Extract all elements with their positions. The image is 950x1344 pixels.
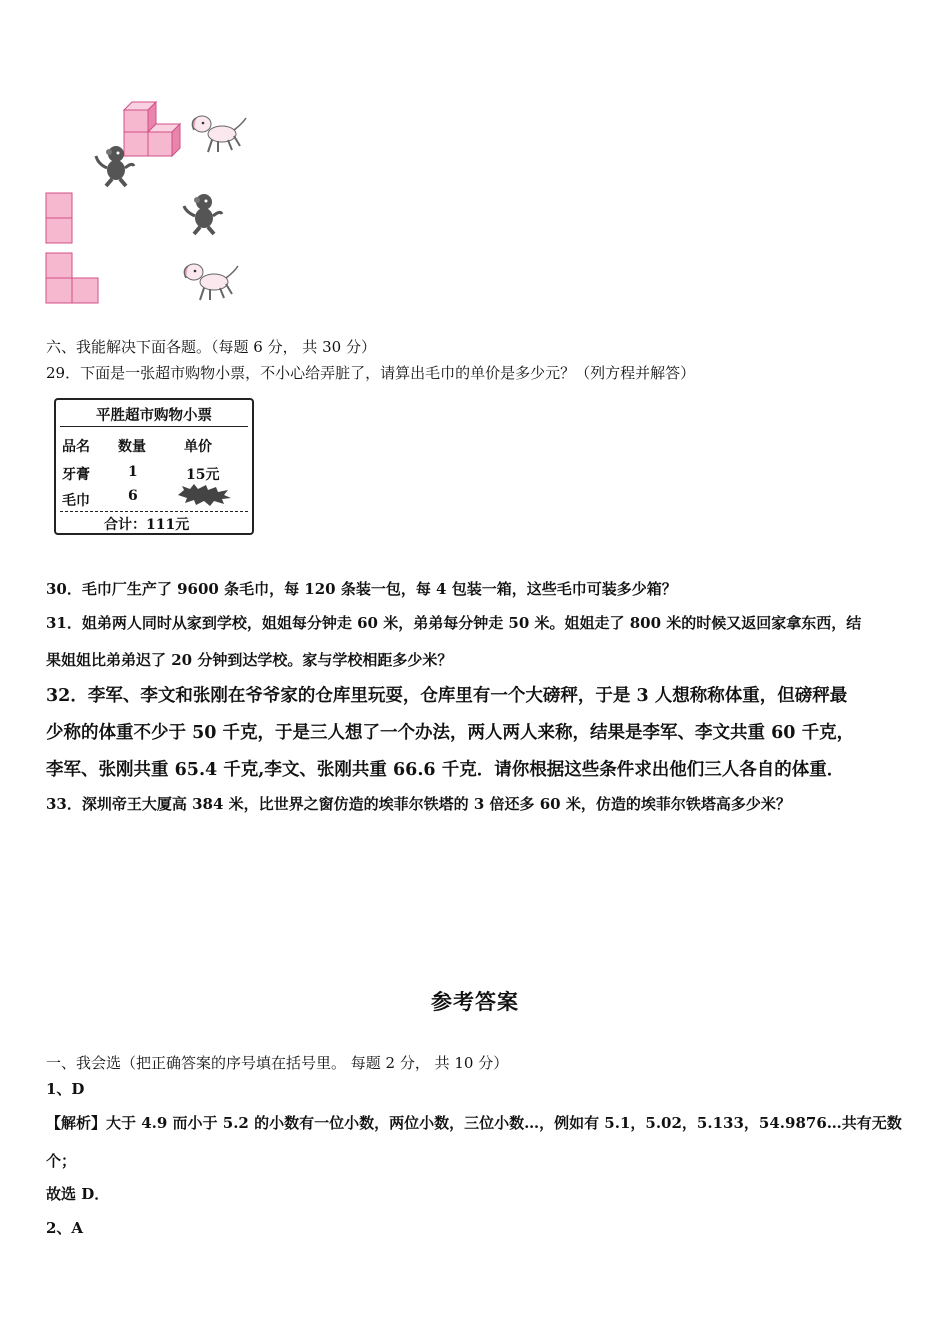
answer-2: 2、A — [46, 1219, 84, 1237]
receipt-dashed-line — [60, 511, 248, 512]
receipt-header-price: 单价 — [184, 439, 212, 455]
dog-icon — [188, 112, 250, 156]
option-l-shape-squares — [45, 252, 101, 306]
answer-1-conclusion: 故选 D． — [46, 1185, 110, 1203]
question-31-line-1: 31．姐弟两人同时从家到学校，姐姐每分钟走 60 米，弟弟每分钟走 50 米。姐姐走了 800 米的时候又返回家拿东西，结 — [46, 614, 862, 632]
question-32-line-1: 32．李军、李文和张刚在爷爷家的仓库里玩耍，仓库里有一个大磅秤，于是 3 人想称称体重，但磅秤最 — [46, 686, 848, 706]
receipt-header-name: 品名 — [62, 439, 90, 455]
question-29: 29．下面是一张超市购物小票，不小心给弄脏了，请算出毛巾的单价是多少元？（列方程并解答） — [46, 364, 696, 382]
shopping-receipt — [54, 398, 254, 535]
question-30: 30．毛巾厂生产了 9600 条毛巾，每 120 条装一包，每 4 包装一箱，这些毛巾可装多少箱？ — [46, 580, 677, 598]
receipt-row-qty: 1 — [128, 464, 138, 480]
monkey-icon-2 — [180, 190, 226, 236]
receipt-row-qty: 6 — [128, 488, 138, 504]
question-33: 33．深圳帝王大厦高 384 米，比世界之窗仿造的埃菲尔铁塔的 3 倍还多 60 米，仿造的埃菲尔铁塔高多少米？ — [46, 795, 791, 813]
receipt-total: 合计：111元 — [104, 517, 190, 533]
ink-stain-icon — [176, 484, 232, 506]
receipt-row-name: 牙膏 — [62, 467, 90, 483]
question-31-line-2: 果姐姐比弟弟迟了 20 分钟到达学校。家与学校相距多少米？ — [46, 651, 453, 669]
question-32-line-3: 李军、张刚共重 65.4 千克,李文、张刚共重 66.6 千克．请你根据这些条件求出他们三人各自的体重． — [46, 760, 845, 780]
receipt-row-name: 毛巾 — [62, 493, 90, 509]
answers-section-1-heading: 一、我会选（把正确答案的序号填在括号里。 每题 2 分， 共 10 分） — [46, 1054, 509, 1072]
answer-1: 1、D — [46, 1080, 85, 1098]
receipt-header-qty: 数量 — [118, 439, 146, 455]
receipt-row-price: 15元 — [186, 467, 220, 483]
receipt-title: 平胜超市购物小票 — [96, 407, 212, 424]
answer-1-explanation-line-2: 个； — [46, 1152, 77, 1170]
dog-icon-2 — [180, 260, 242, 304]
answers-title: 参考答案 — [431, 990, 519, 1014]
question-32-line-2: 少称的体重不少于 50 千克，于是三人想了一个办法，两人两人来称，结果是李军、李文共重 60 千克， — [46, 723, 855, 743]
section-6-heading: 六、我能解决下面各题。（每题 6 分， 共 30 分） — [46, 338, 376, 356]
option-vertical-squares — [45, 192, 75, 246]
receipt-divider — [60, 426, 248, 427]
answer-1-explanation-line-1: 【解析】大于 4.9 而小于 5.2 的小数有一位小数，两位小数，三位小数…，例如有 5.1，5.02，5.133，54.9876…共有无数 — [46, 1114, 902, 1132]
monkey-icon — [92, 142, 138, 188]
